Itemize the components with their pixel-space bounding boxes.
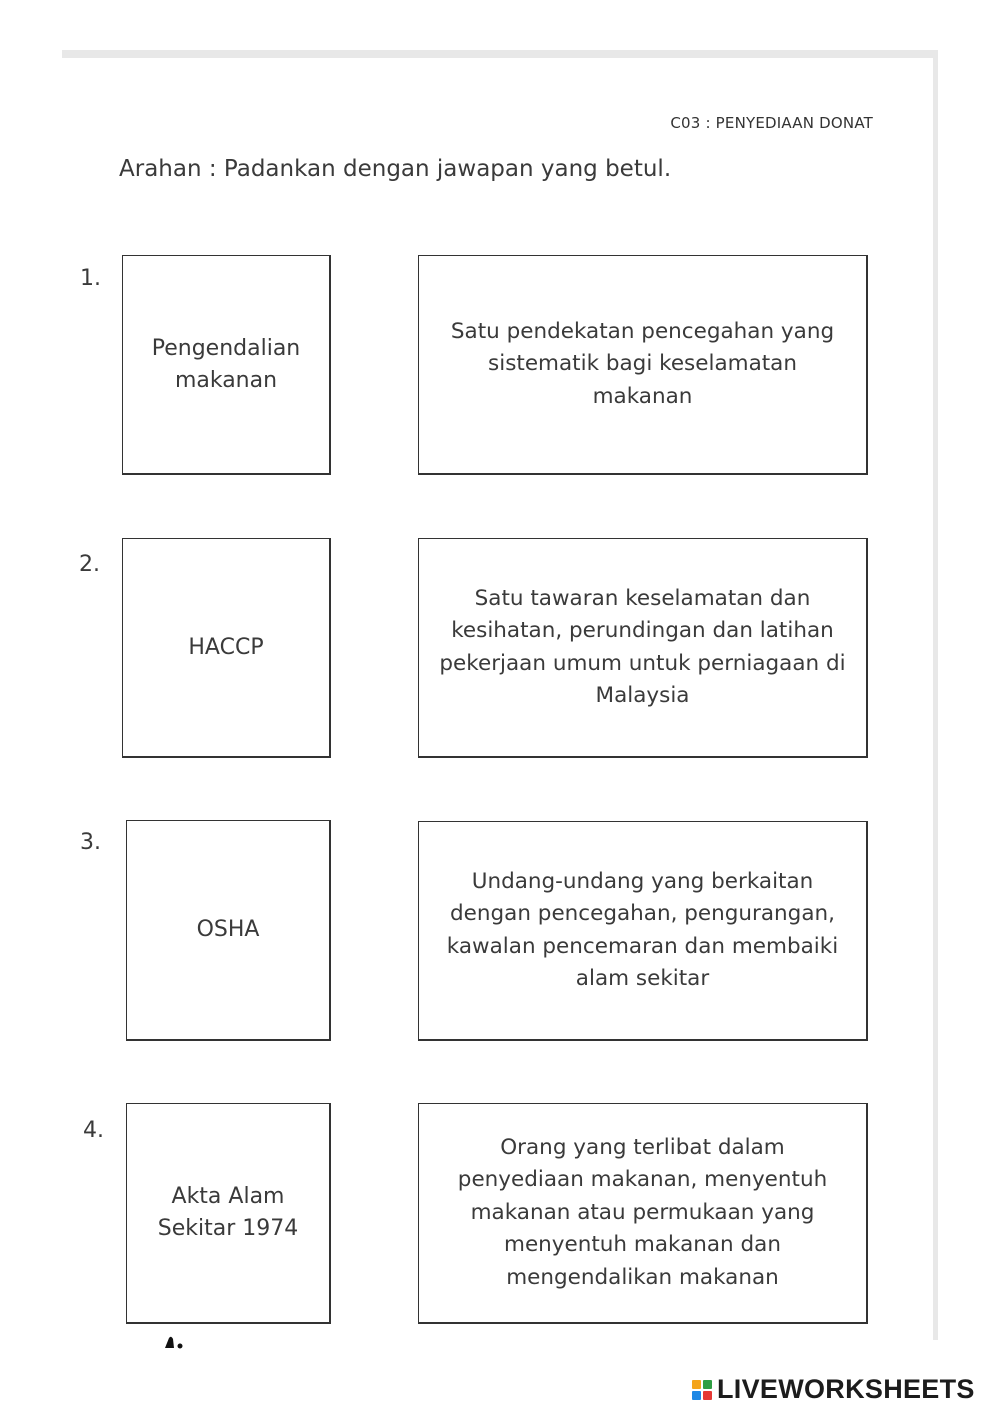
- term-box-1[interactable]: [122, 255, 331, 475]
- term-box-4[interactable]: [126, 1103, 331, 1324]
- definition-box-4[interactable]: [418, 1103, 868, 1324]
- term-text-1: Pengendalian makanan: [151, 335, 301, 393]
- logo-square-3: [692, 1391, 701, 1400]
- question-number-3: 3.: [80, 830, 101, 855]
- logo-square-1: [692, 1380, 701, 1389]
- worksheet-sheet: [62, 50, 938, 1340]
- question-number-1: 1.: [80, 266, 101, 291]
- term-box-2[interactable]: [122, 538, 331, 758]
- term-text-3: OSHA: [196, 917, 260, 942]
- ink-mark-icon: [163, 1335, 187, 1349]
- instruction-text: Arahan : Padankan dengan jawapan yang betul.: [119, 156, 672, 182]
- question-number-2: 2.: [79, 552, 100, 577]
- brand-name: LIVEWORKSHEETS: [717, 1374, 975, 1404]
- logo-square-4: [703, 1391, 712, 1400]
- liveworksheets-brand[interactable]: [692, 1374, 975, 1405]
- definition-text-4: Orang yang terlibat dalam penyediaan makanan, menyentuh makanan atau permukaan yang menyentuh makanan dan mengendalikan makanan: [457, 1134, 828, 1290]
- term-text-2: HACCP: [188, 634, 264, 660]
- unit-code: C03 : PENYEDIAAN DONAT: [670, 114, 873, 132]
- question-number-4: 4.: [83, 1118, 104, 1143]
- definition-text-2: Satu tawaran keselamatan dan kesihatan, perundingan dan latihan pekerjaan umum untuk perniagaan di Malaysia: [439, 585, 846, 708]
- definition-text-1: Satu pendekatan pencegahan yang sistematik bagi keselamatan makanan: [450, 318, 835, 409]
- logo-square-2: [703, 1380, 712, 1389]
- definition-box-2[interactable]: [418, 538, 868, 758]
- term-box-3[interactable]: [126, 820, 331, 1041]
- liveworksheets-logo-icon: [692, 1380, 712, 1400]
- definition-text-3: Undang-undang yang berkaitan dengan pencegahan, pengurangan, kawalan pencemaran dan membaiki alam sekitar: [446, 868, 839, 991]
- term-text-4: Akta Alam Sekitar 1974: [157, 1184, 299, 1241]
- definition-box-1[interactable]: [418, 255, 868, 475]
- definition-box-3[interactable]: [418, 821, 868, 1041]
